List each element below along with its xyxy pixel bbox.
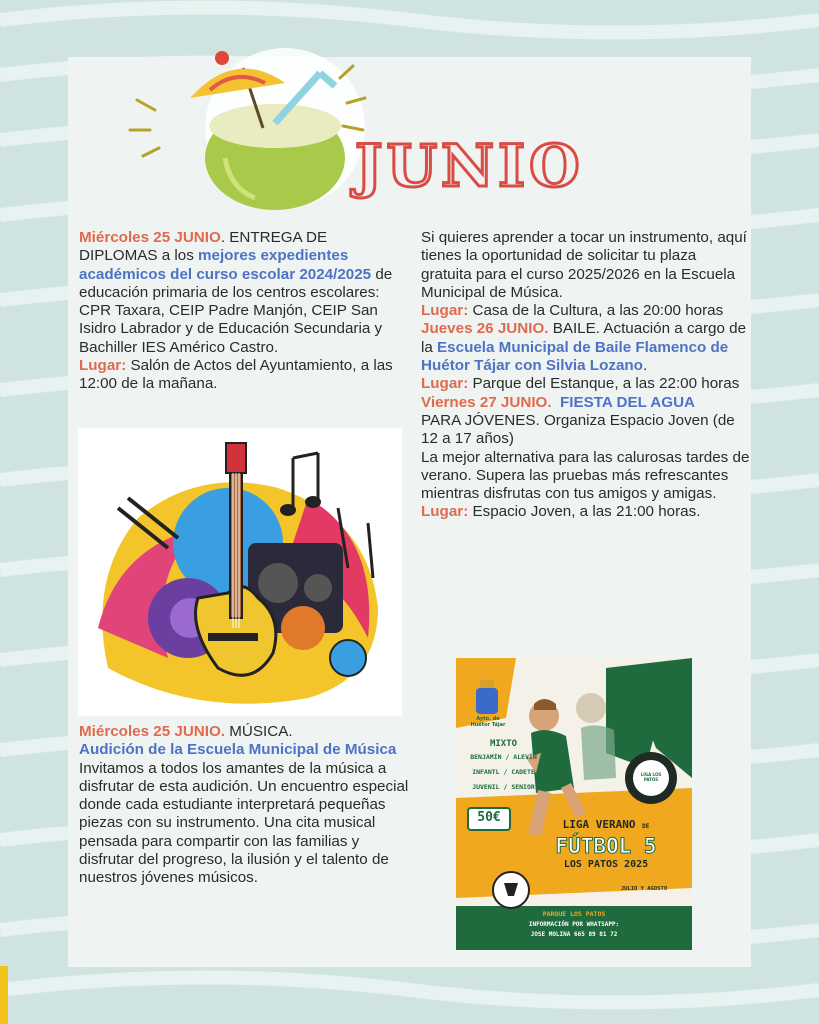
event-music: Miércoles 25 JUNIO. MÚSICA. Audición de la Escuela Municipal de Música Invitamos a todos los amantes de la música a disfrutar de esta audición. Un encuentro especial donde cada estudiante interpretará pequeñas piezas con su instrumento. Una cita musical pensada para compartir con las familias y disfrutar del progreso, la ilusión y el talento de nuestros jóvenes músicos. [79,723,409,887]
event-date: Miércoles 25 JUNIO. [79,723,226,740]
lugar-label: Lugar: [421,375,469,393]
lugar-value: Parque del Estanque, a las 22:00 horas [468,375,740,393]
event-dance: Jueves 26 JUNIO. BAILE. Actuación a cargo de la Escuela Municipal de Baile Flamenco de Huétor Tájar con Silvia Lozano. Lugar: Parque del Estanque, a las 22:00 horas [421,320,747,393]
poster-months: JULIO Y AGOSTO [620,886,668,892]
right-column [421,229,751,522]
event-water-party: Viernes 27 JUNIO. FIESTA DEL AGUA PARA JÓVENES. Organiza Espacio Joven (de 12 a 17 años) La mejor alternativa para las calurosas tardes de verano. Supera las pruebas más refrescantes mientras disfrutas con tus amigos y amigas. Lugar: Espacio Joven, a las 21:00 horas. [421,393,750,521]
lugar-label: Lugar: [79,357,127,375]
event-date: Jueves 26 JUNIO. [421,320,549,338]
event-description: Invitamos a todos los amantes de la música a disfrutar de esta audición. Un encuentro especial donde cada estudiante interpretará pequeñas piezas con su instrumento. Una cita musical pensada para compartir con las familias y disfrutar del progreso, la ilusión y el talento de nuestros jóvenes músicos. [79,759,409,887]
poster-footer: PARQUE LOS PATOS INFORMACIÓN POR WHATSAPP: JOSE MOLINA 665 89 81 72 [528,910,620,938]
event-highlight: Audición de la Escuela Municipal de Música [79,741,397,759]
football-league-poster [456,658,692,950]
lugar-value: Salón de Actos del Ayuntamiento, a las 12:00 de la mañana. [79,357,393,393]
event-date: Viernes 27 JUNIO. [421,393,552,411]
event-diplomas: Miércoles 25 JUNIO. ENTREGA DE DIPLOMAS a los mejores expedientes académicos del curso escolar 2024/2025 de educación primaria de los centros escolares: CPR Taxara, CEIP Padre Manjón, CEIP San Isidro Labrador y de Educación Secundaria y Bachiller IES Américo Castro. Lugar: Salón de Actos del Ayuntamiento, a las 12:00 de la mañana. [79,229,393,393]
poster-categories: MIXTO BENJAMÍN / ALEVÍN INFANTL / CADETE JUVENIL / SENIOR [470,739,537,791]
event-music-enrollment [421,229,751,320]
lugar-label: Lugar: [421,503,469,521]
music-instruments-illustration [78,428,402,716]
coconut-drink-icon [125,38,375,218]
lugar-label: Lugar: [421,302,469,320]
event-highlight: mejores expedientes académicos del curso escolar 2024/2025 [79,247,372,283]
poster-graphic [456,658,692,950]
poster-price: 50€ [477,810,501,825]
lugar-value: Casa de la Cultura, a las 20:00 horas [468,302,724,320]
yellow-edge-strip [0,966,8,1024]
event-description: La mejor alternativa para las calurosas tardes de verano. Supera las pruebas más refrescantes mientras disfrutas con tus amigos y amigas. [421,448,750,503]
lugar-value: Espacio Joven, a las 21:00 horas. [468,503,701,521]
poster-town: Ayto. de Huétor Tájar [470,716,506,728]
event-highlight: FIESTA DEL AGUA [551,393,696,411]
left-column [79,229,409,394]
poster-badge: LIGA LOS PATOS [640,772,662,782]
event-date: Miércoles 25 JUNIO [79,229,221,246]
poster-title: LIGA VERANO DE FÚTBOL 5 LOS PATOS 2025 [555,818,657,870]
event-description: Si quieres aprender a tocar un instrumento, aquí tienes la oportunidad de solicitar tu plaza gratuita para el curso 2025/2026 en la Escuela Municipal de Música. [421,229,747,301]
page-title: JUNIO [355,132,584,200]
event-highlight: Escuela Municipal de Baile Flamenco de Huétor Tájar con Silvia Lozano [421,338,729,375]
